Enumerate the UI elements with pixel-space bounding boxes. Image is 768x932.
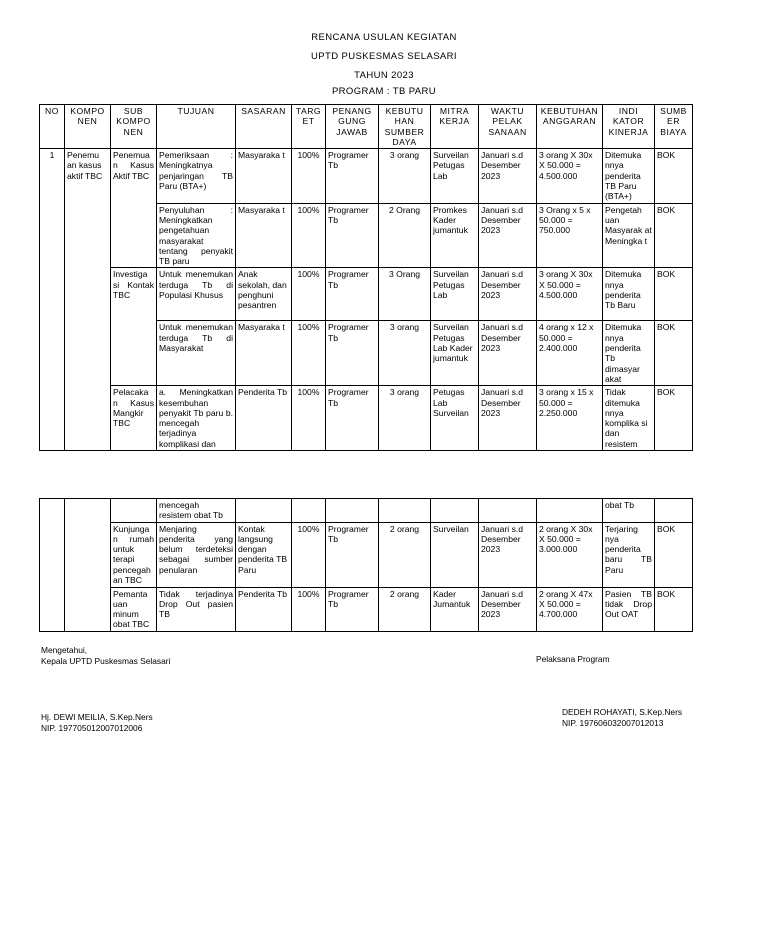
cell-waktu <box>479 499 537 523</box>
cell-sasaran: Kontak langsung dengan penderita TB Paru <box>236 522 292 587</box>
table-row <box>40 587 693 631</box>
cell-indikator: Terjaring nya penderita baru TB Paru <box>603 522 655 587</box>
table-row <box>40 522 693 587</box>
signature-right-title: Pelaksana Program <box>536 654 610 664</box>
cell-tujuan: mencegah resistem obat Tb <box>157 499 236 523</box>
cell-mitra-kerja: Promkes Kader jumantuk <box>431 203 479 268</box>
cell-sumber-daya: 3 Orang <box>379 268 431 321</box>
signature-left-name: Hj. DEWI MEILIA, S.Kep.Ners <box>41 712 153 722</box>
cell-penanggung-jawab: Programer Tb <box>326 587 379 631</box>
cell-anggaran: 3 orang X 30x X 50.000 = 4.500.000 <box>537 149 603 203</box>
doc-year: TAHUN 2023 <box>354 70 414 81</box>
cell-sumber-biaya <box>655 499 693 523</box>
cell-mitra-kerja: Surveilan <box>431 522 479 587</box>
col-header-kebutuhan-sumber-daya: KEBUTU HAN SUMBER DAYA <box>379 105 431 149</box>
cell-anggaran: 3 orang x 15 x 50.000 = 2.250.000 <box>537 386 603 451</box>
cell-mitra-kerja: Surveilan Petugas Lab Kader jumantuk <box>431 321 479 386</box>
table-row <box>40 268 693 321</box>
cell-mitra-kerja: Petugas Lab Surveilan <box>431 386 479 451</box>
cell-sumber-biaya: BOK <box>655 587 693 631</box>
cell-penanggung-jawab: Programer Tb <box>326 522 379 587</box>
cell-target: 100% <box>292 149 326 203</box>
cell-sub-komponen: Kunjunga n rumah untuk terapi pencegah an TBC <box>111 522 157 587</box>
cell-penanggung-jawab: Programer Tb <box>326 268 379 321</box>
signature-left-nip: NIP. 197705012007012006 <box>41 723 143 733</box>
cell-indikator: Ditemuka nnya penderita Tb dimasyar akat <box>603 321 655 386</box>
cell-indikator: Pengetah uan Masyarak at Meningka t <box>603 203 655 268</box>
cell-waktu: Januari s.d Desember 2023 <box>479 386 537 451</box>
cell-mitra-kerja <box>431 499 479 523</box>
cell-penanggung-jawab <box>326 499 379 523</box>
cell-waktu: Januari s.d Desember 2023 <box>479 587 537 631</box>
signature-left-block <box>41 712 153 734</box>
cell-sumber-daya: 3 orang <box>379 321 431 386</box>
col-header-kebutuhan-anggaran: KEBUTUHAN ANGGARAN <box>537 105 603 149</box>
cell-sumber-daya <box>379 499 431 523</box>
cell-anggaran <box>537 499 603 523</box>
cell-sasaran: Anak sekolah, dan penghuni pesantren <box>236 268 292 321</box>
cell-anggaran: 2 orang X 30x X 50.000 = 3.000.000 <box>537 522 603 587</box>
cell-indikator: Pasien TB tidak Drop Out OAT <box>603 587 655 631</box>
col-header-penanggung-jawab: PENANG GUNG JAWAB <box>326 105 379 149</box>
cell-waktu: Januari s.d Desember 2023 <box>479 268 537 321</box>
signature-acknowledge-label: Mengetahui, <box>41 645 88 655</box>
cell-sumber-biaya: BOK <box>655 522 693 587</box>
cell-no: 1 <box>40 149 65 451</box>
cell-indikator: Ditemuka nnya penderita TB Paru (BTA+) <box>603 149 655 203</box>
cell-sumber-biaya: BOK <box>655 268 693 321</box>
cell-indikator: obat Tb <box>603 499 655 523</box>
doc-title: RENCANA USULAN KEGIATAN <box>311 32 457 43</box>
signature-head-title: Kepala UPTD Puskesmas Selasari <box>41 656 171 666</box>
cell-sumber-biaya: BOK <box>655 203 693 268</box>
table-row <box>40 386 693 451</box>
cell-target: 100% <box>292 203 326 268</box>
cell-target: 100% <box>292 587 326 631</box>
signature-left-header <box>41 645 170 667</box>
col-header-komponen: KOMPO NEN <box>65 105 111 149</box>
cell-sub-komponen: Investiga si Kontak TBC <box>111 268 157 386</box>
cell-target: 100% <box>292 386 326 451</box>
cell-sumber-biaya: BOK <box>655 149 693 203</box>
cell-sasaran <box>236 499 292 523</box>
cell-mitra-kerja: Surveilan Petugas Lab <box>431 268 479 321</box>
cell-tujuan: Menjaring penderita yang belum terdeteksi sebagai sumber penularan <box>157 522 236 587</box>
cell-tujuan: a. Meningkatkan kesembuhan penyakit Tb paru b. mencegah terjadinya komplikasi dan <box>157 386 236 451</box>
cell-sasaran: Masyaraka t <box>236 321 292 386</box>
cell-indikator: Ditemuka nnya penderita Tb Baru <box>603 268 655 321</box>
cell-sumber-biaya: BOK <box>655 386 693 451</box>
cell-penanggung-jawab: Programer Tb <box>326 149 379 203</box>
signature-right-block <box>562 707 682 729</box>
cell-komponen: Penemu an kasus aktif TBC <box>65 149 111 451</box>
cell-sub-komponen <box>111 499 157 523</box>
cell-waktu: Januari s.d Desember 2023 <box>479 522 537 587</box>
cell-tujuan: Tidak terjadinya Drop Out pasien TB <box>157 587 236 631</box>
col-header-sumber-biaya: SUMB ER BIAYA <box>655 105 693 149</box>
doc-institution: UPTD PUSKESMAS SELASARI <box>311 51 457 62</box>
cell-sub-komponen: Penemua n Kasus Aktif TBC <box>111 149 157 268</box>
cell-mitra-kerja: Kader Jumantuk <box>431 587 479 631</box>
col-header-target: TARG ET <box>292 105 326 149</box>
activity-table-continued <box>39 498 693 632</box>
col-header-no: NO <box>40 105 65 149</box>
doc-program: PROGRAM : TB PARU <box>331 86 437 97</box>
col-header-sasaran: SASARAN <box>236 105 292 149</box>
cell-penanggung-jawab: Programer Tb <box>326 203 379 268</box>
table-header-row <box>40 105 693 149</box>
col-header-sub-komponen: SUB KOMPO NEN <box>111 105 157 149</box>
cell-sumber-daya: 3 orang <box>379 386 431 451</box>
col-header-tujuan: TUJUAN <box>157 105 236 149</box>
cell-target <box>292 499 326 523</box>
cell-sumber-daya: 2 orang <box>379 522 431 587</box>
activity-table <box>39 104 693 451</box>
cell-waktu: Januari s.d Desember 2023 <box>479 149 537 203</box>
col-header-waktu-pelaksanaan: WAKTU PELAK SANAAN <box>479 105 537 149</box>
cell-sub-komponen: Pelacaka n Kasus Mangkir TBC <box>111 386 157 451</box>
cell-sasaran: Penderita Tb <box>236 386 292 451</box>
cell-tujuan: Penyuluhan : Meningkatkan pengetahuan masyarakat tentang penyakit TB paru <box>157 203 236 268</box>
cell-sasaran: Masyaraka t <box>236 149 292 203</box>
cell-waktu: Januari s.d Desember 2023 <box>479 321 537 386</box>
cell-anggaran: 4 orang x 12 x 50.000 = 2.400.000 <box>537 321 603 386</box>
col-header-indikator-kinerja: INDI KATOR KINERJA <box>603 105 655 149</box>
col-header-mitra-kerja: MITRA KERJA <box>431 105 479 149</box>
cell-penanggung-jawab: Programer Tb <box>326 321 379 386</box>
cell-sumber-biaya: BOK <box>655 321 693 386</box>
cell-target: 100% <box>292 522 326 587</box>
cell-sub-komponen: Pemanta uan minum obat TBC <box>111 587 157 631</box>
cell-indikator: Tidak ditemuka nnya komplika si dan resistem <box>603 386 655 451</box>
cell-penanggung-jawab: Programer Tb <box>326 386 379 451</box>
table-row <box>40 499 693 523</box>
cell-no <box>40 499 65 632</box>
cell-target: 100% <box>292 268 326 321</box>
cell-sasaran: Penderita Tb <box>236 587 292 631</box>
cell-anggaran: 3 orang X 30x X 50.000 = 4.500.000 <box>537 268 603 321</box>
cell-target: 100% <box>292 321 326 386</box>
cell-sumber-daya: 2 orang <box>379 587 431 631</box>
cell-anggaran: 3 Orang x 5 x 50.000 = 750.000 <box>537 203 603 268</box>
table-row <box>40 149 693 203</box>
cell-sasaran: Masyaraka t <box>236 203 292 268</box>
cell-tujuan: Pemeriksaan : Meningkatnya penjaringan TB Paru (BTA+) <box>157 149 236 203</box>
cell-tujuan: Untuk menemukan terduga Tb di Masyarakat <box>157 321 236 386</box>
cell-komponen <box>65 499 111 632</box>
cell-anggaran: 2 orang X 47x X 50.000 = 4.700.000 <box>537 587 603 631</box>
signature-right-nip: NIP. 197606032007012013 <box>562 718 664 728</box>
cell-sumber-daya: 2 Orang <box>379 203 431 268</box>
signature-right-name: DEDEH ROHAYATI, S.Kep.Ners <box>562 707 683 717</box>
cell-mitra-kerja: Surveilan Petugas Lab <box>431 149 479 203</box>
cell-waktu: Januari s.d Desember 2023 <box>479 203 537 268</box>
cell-sumber-daya: 3 orang <box>379 149 431 203</box>
cell-tujuan: Untuk menemukan terduga Tb di Populasi Khusus <box>157 268 236 321</box>
